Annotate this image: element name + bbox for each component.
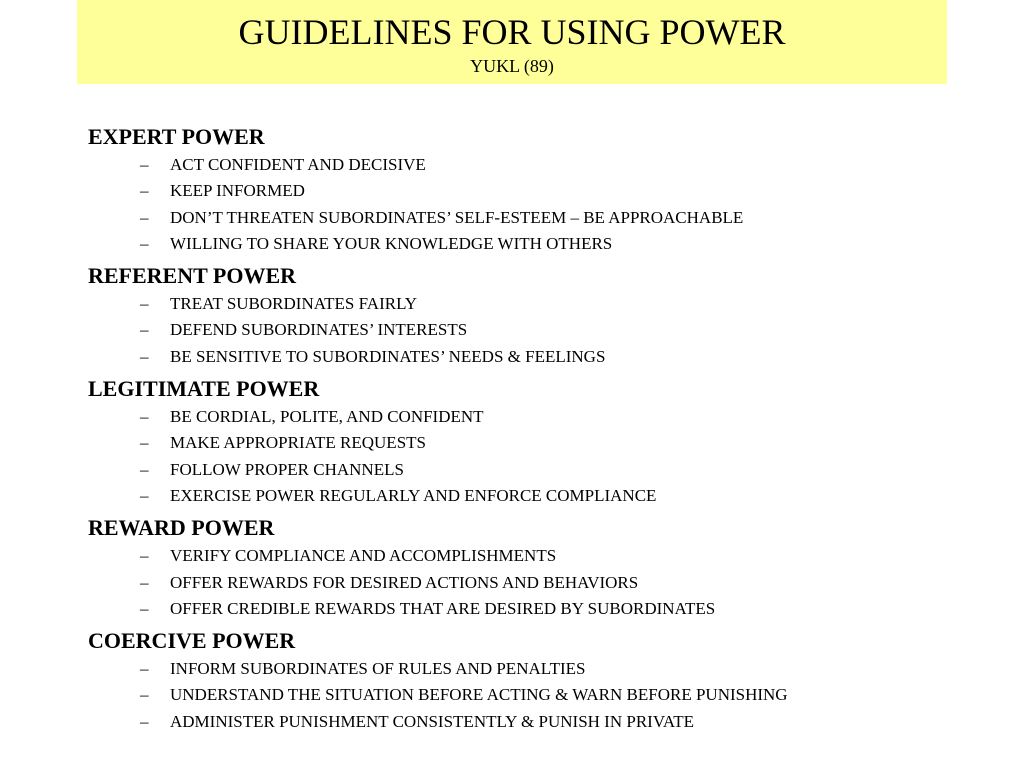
list-item <box>88 152 988 178</box>
list-item <box>88 231 988 257</box>
dash-bullet: – <box>140 320 149 340</box>
list-item <box>88 291 988 317</box>
dash-bullet: – <box>140 181 149 201</box>
item-text: ADMINISTER PUNISHMENT CONSISTENTLY & PUNISH IN PRIVATE <box>170 711 695 731</box>
item-text: INFORM SUBORDINATES OF RULES AND PENALTIES <box>170 659 586 679</box>
dash-bullet: – <box>140 433 149 453</box>
item-text: VERIFY COMPLIANCE AND ACCOMPLISHMENTS <box>170 546 557 566</box>
item-text: TREAT SUBORDINATES FAIRLY <box>170 294 418 314</box>
dash-bullet: – <box>140 711 149 731</box>
list-item <box>88 656 988 682</box>
bullet-list <box>88 543 988 622</box>
item-text: ACT CONFIDENT AND DECISIVE <box>170 155 426 174</box>
bullet-list <box>88 291 988 370</box>
dash-bullet: – <box>140 346 149 366</box>
section-legitimate-power <box>88 376 988 509</box>
slide-body <box>88 124 988 741</box>
dash-bullet: – <box>140 546 149 566</box>
item-text: KEEP INFORMED <box>170 181 305 201</box>
list-item <box>88 596 988 622</box>
list-item <box>88 543 988 569</box>
bullet-list <box>88 404 988 509</box>
item-text: BE CORDIAL, POLITE, AND CONFIDENT <box>170 407 484 427</box>
list-item <box>88 682 988 708</box>
section-reward-power <box>88 515 988 622</box>
item-text: BE SENSITIVE TO SUBORDINATES’ NEEDS & FEELINGS <box>170 346 606 366</box>
dash-bullet: – <box>140 155 149 174</box>
item-text: OFFER REWARDS FOR DESIRED ACTIONS AND BEHAVIORS <box>170 572 639 592</box>
slide-title: GUIDELINES FOR USING POWER <box>238 12 786 52</box>
bullet-list <box>88 656 988 735</box>
item-text: DON’T THREATEN SUBORDINATES’ SELF-ESTEEM – BE APPROACHABLE <box>170 207 744 227</box>
list-item <box>88 205 988 231</box>
list-item <box>88 178 988 204</box>
dash-bullet: – <box>140 572 149 592</box>
list-item <box>88 430 988 456</box>
dash-bullet: – <box>140 459 149 479</box>
dash-bullet: – <box>140 233 149 253</box>
section-heading: LEGITIMATE POWER <box>88 376 320 402</box>
item-text: DEFEND SUBORDINATES’ INTERESTS <box>170 320 468 340</box>
item-text: EXERCISE POWER REGULARLY AND ENFORCE COMPLIANCE <box>170 485 657 505</box>
item-text: MAKE APPROPRIATE REQUESTS <box>170 433 426 453</box>
section-expert-power <box>88 124 988 257</box>
list-item <box>88 570 988 596</box>
dash-bullet: – <box>140 685 149 705</box>
dash-bullet: – <box>140 207 149 227</box>
list-item <box>88 709 988 735</box>
item-text: FOLLOW PROPER CHANNELS <box>170 459 404 479</box>
slide-subtitle: YUKL (89) <box>470 56 554 76</box>
item-text: OFFER CREDIBLE REWARDS THAT ARE DESIRED BY SUBORDINATES <box>170 598 716 618</box>
item-text: UNDERSTAND THE SITUATION BEFORE ACTING & WARN BEFORE PUNISHING <box>170 685 788 705</box>
section-heading: REFERENT POWER <box>88 263 297 289</box>
title-banner <box>77 0 947 84</box>
dash-bullet: – <box>140 294 149 314</box>
list-item <box>88 317 988 343</box>
bullet-list <box>88 152 988 257</box>
list-item <box>88 404 988 430</box>
section-heading: REWARD POWER <box>88 515 275 541</box>
item-text: WILLING TO SHARE YOUR KNOWLEDGE WITH OTHERS <box>170 233 613 253</box>
dash-bullet: – <box>140 659 149 679</box>
list-item <box>88 344 988 370</box>
list-item <box>88 457 988 483</box>
section-heading: COERCIVE POWER <box>88 628 296 654</box>
dash-bullet: – <box>140 407 149 427</box>
section-referent-power <box>88 263 988 370</box>
section-coercive-power <box>88 628 988 735</box>
dash-bullet: – <box>140 598 149 618</box>
dash-bullet: – <box>140 485 149 505</box>
list-item <box>88 483 988 509</box>
section-heading: EXPERT POWER <box>88 124 265 149</box>
